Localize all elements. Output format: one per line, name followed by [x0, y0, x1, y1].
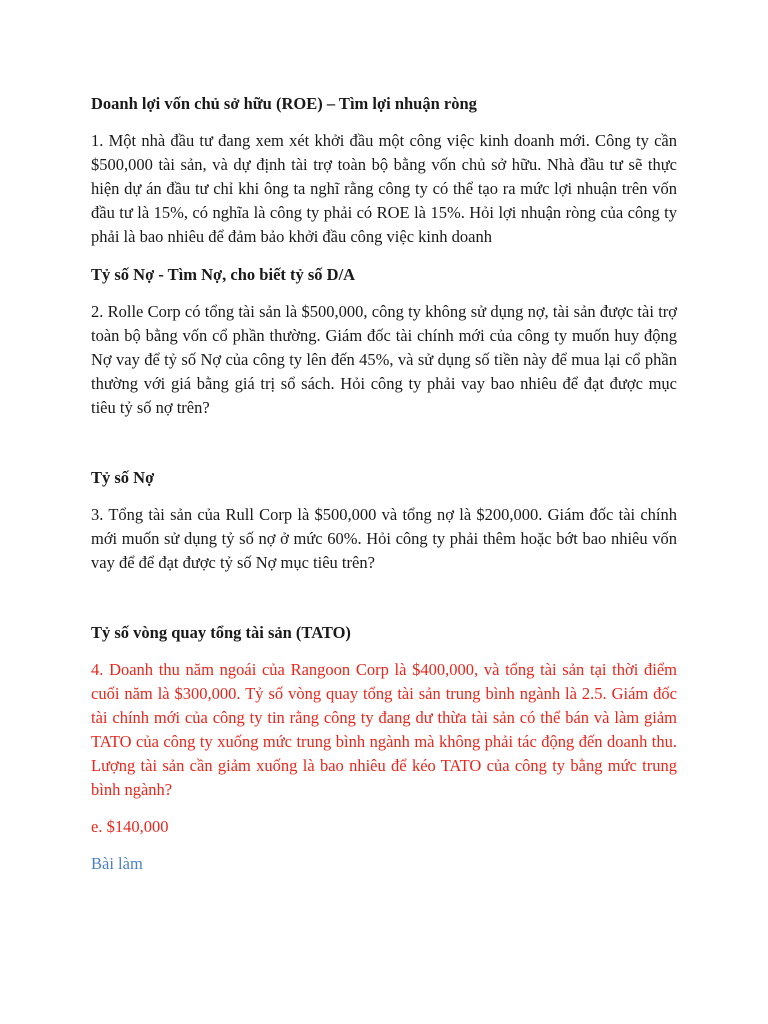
- section-2-heading: Tỷ số Nợ - Tìm Nợ, cho biết tỷ số D/A: [91, 265, 356, 284]
- question-4-text: 4. Doanh thu năm ngoái của Rangoon Corp là $400,000, và tổng tài sản tại thời điểm cuối năm là $300,000. Tỷ số vòng quay tổng tài sản trung bình ngành là 2.5. Giám đốc tài chính mới của công ty tin rằng công ty đang dư thừa tài sản có thể bán và làm giảm TATO của công ty xuống mức trung bình ngành mà không phải tác động đến doanh thu. Lượng tài sản cần giảm xuống là bao nhiêu để kéo TATO của công ty bằng mức trung bình ngành?: [91, 660, 677, 799]
- question-1-text: 1. Một nhà đầu tư đang xem xét khởi đầu một công việc kinh doanh mới. Công ty cần $500,000 tài sản, và dự định tài trợ toàn bộ bằng vốn chủ sở hữu. Nhà đầu tư sẽ thực hiện dự án đầu tư chỉ khi ông ta nghĩ rằng công ty có thể tạo ra mức lợi nhuận trên vốn đầu tư là 15%, có nghĩa là công ty phải có ROE là 15%. Hỏi lợi nhuận ròng của công ty phải là bao nhiêu để đảm bảo khởi đầu công việc kinh doanh: [91, 131, 677, 246]
- question-3-text: 3. Tổng tài sản của Rull Corp là $500,000 và tổng nợ là $200,000. Giám đốc tài chính mới muốn sử dụng tỷ số nợ ở mức 60%. Hỏi công ty phải thêm hoặc bớt bao nhiêu vốn vay để để đạt được tỷ số Nợ mục tiêu trên?: [91, 505, 677, 572]
- document-page: [91, 92, 677, 876]
- section-3-heading: Tỷ số Nợ: [91, 468, 155, 487]
- section-4-heading: Tỷ số vòng quay tổng tài sản (TATO): [91, 623, 351, 642]
- answer-text: e. $140,000: [91, 817, 169, 836]
- question-2-text: 2. Rolle Corp có tổng tài sản là $500,000, công ty không sử dụng nợ, tài sản được tài trợ toàn bộ bằng vốn cổ phần thường. Giám đốc tài chính mới của công ty muốn huy động Nợ vay để tỷ số Nợ của công ty lên đến 45%, và sử dụng số tiền này để mua lại cổ phần thường với giá bằng giá trị sổ sách. Hỏi công ty phải vay bao nhiêu để đạt được mục tiêu tỷ số nợ trên?: [91, 302, 677, 417]
- section-1-heading: Doanh lợi vốn chủ sở hữu (ROE) – Tìm lợi nhuận ròng: [91, 94, 477, 113]
- work-label: Bài làm: [91, 854, 143, 873]
